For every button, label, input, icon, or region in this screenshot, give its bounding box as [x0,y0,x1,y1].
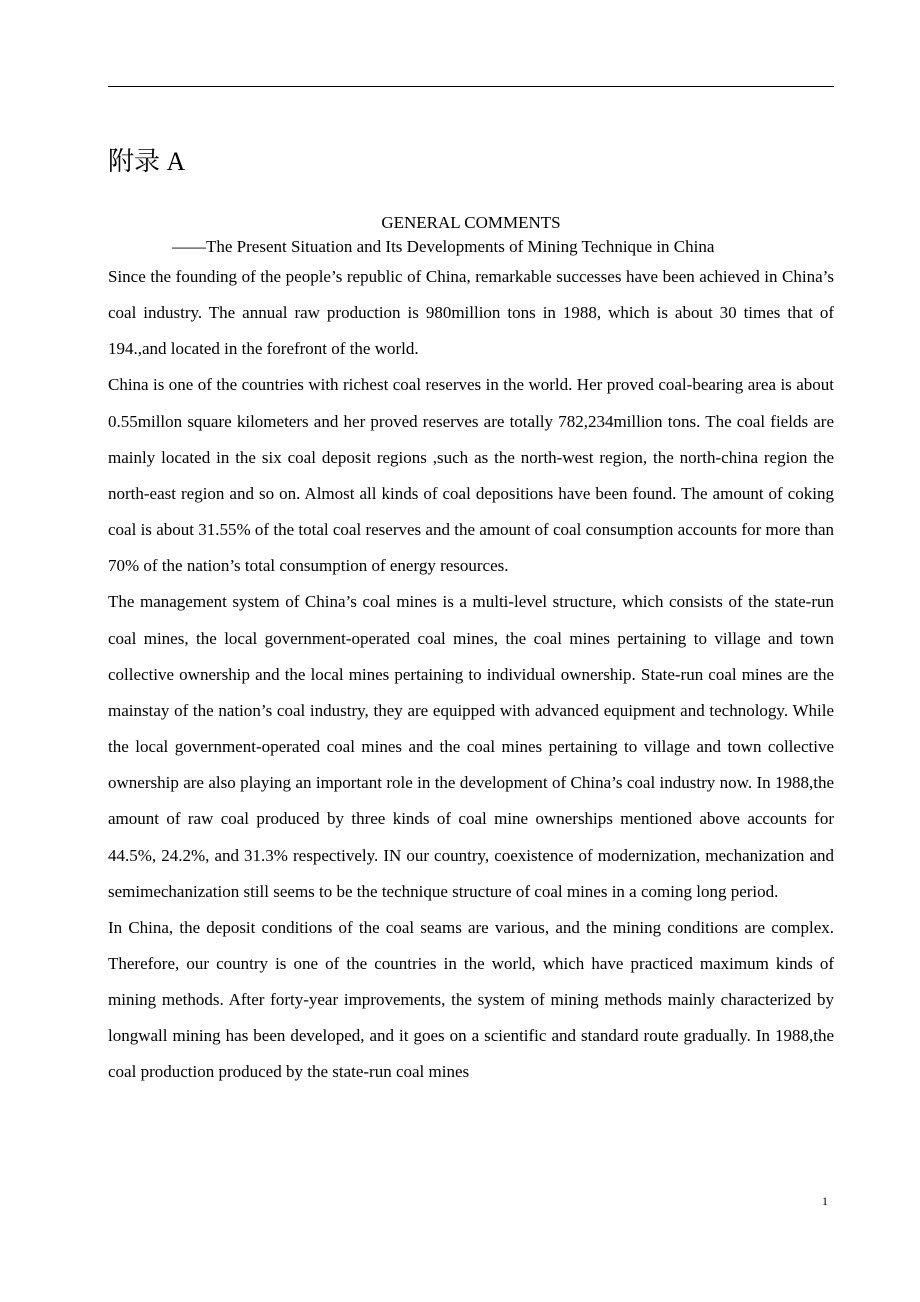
document-subtitle: ——The Present Situation and Its Developments of Mining Technique in China [172,237,715,256]
header-rule [108,86,834,87]
document-title: GENERAL COMMENTS [381,213,561,232]
paragraph: China is one of the countries with richest coal reserves in the world. Her proved coal-bearing area is about 0.55millon square kilometers and her proved reserves are totally 782,234million tons. The coal fields are mainly located in the six coal deposit regions ,such as the north-west region, the north-china region the north-east region and so on. Almost all kinds of coal depositions have been found. The amount of coking coal is about 31.55% of the total coal reserves and the amount of coal consumption accounts for more than 70% of the nation’s total consumption of energy resources. [108,375,834,576]
paragraph: Since the founding of the people’s republic of China, remarkable successes have been achieved in China’s coal industry. The annual raw production is 980million tons in 1988, which is about 30 times that of 194.,and located in the forefront of the world. [108,267,834,359]
paragraph: The management system of China’s coal mines is a multi-level structure, which consists of the state-run coal mines, the local government-operated coal mines, the coal mines pertaining to village and town collective ownership and the local mines pertaining to individual ownership. State-run coal mines are the mainstay of the nation’s coal industry, they are equipped with advanced equipment and technology. While the local government-operated coal mines and the coal mines pertaining to village and town collective ownership are also playing an important role in the development of China’s coal industry now. In 1988,the amount of raw coal produced by three kinds of coal mine ownerships mentioned above accounts for 44.5%, 24.2%, and 31.3% respectively. IN our country, coexistence of modernization, mechanization and semimechanization still seems to be the technique structure of coal mines in a coming long period. [108,592,834,901]
appendix-heading: 附录 A [108,147,186,176]
paragraph: In China, the deposit conditions of the coal seams are various, and the mining conditions are complex. Therefore, our country is one of the countries in the world, which have practiced maximum kinds of mining methods. After forty-year improvements, the system of mining methods mainly characterized by longwall mining has been developed, and it goes on a scientific and standard route gradually. In 1988,the coal production produced by the state-run coal mines [108,917,834,1082]
page-number: 1 [822,1194,828,1208]
body-text [108,259,834,1091]
